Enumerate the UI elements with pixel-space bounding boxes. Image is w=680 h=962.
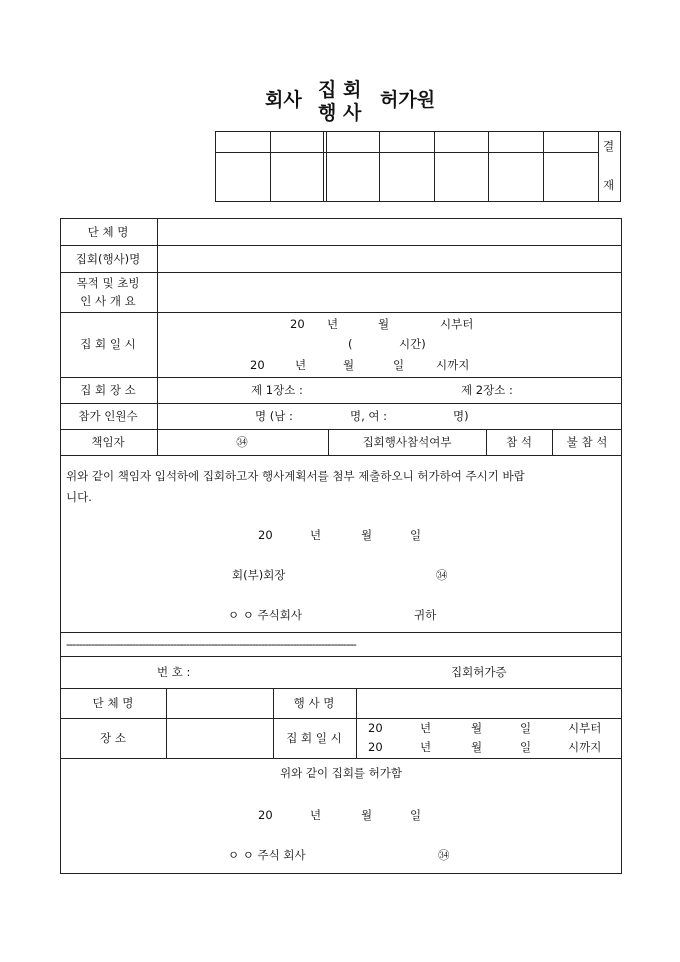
request-year: 20 (258, 528, 273, 542)
attendees-male: 명, 여 : (350, 409, 388, 423)
title-right: 허가원 (380, 89, 436, 111)
event-name-label: 집회(행사)명 (75, 252, 141, 266)
permit-to-month-unit: 월 (471, 740, 483, 754)
purpose-label-2: 인 사 개 요 (80, 294, 136, 308)
datetime-until: 시까지 (436, 358, 470, 372)
permit-org-name-label: 단 체 명 (92, 696, 134, 710)
permit-company: ㅇ ㅇ 주식 회사 (228, 848, 306, 862)
permit-from-suffix: 시부터 (568, 721, 602, 735)
attendance-label: 집회행사참석여부 (362, 435, 452, 449)
datetime-year: 20 (290, 317, 305, 331)
purpose-field[interactable] (158, 273, 620, 311)
permit-day-unit: 일 (410, 808, 422, 822)
permit-to-year: 20 (368, 740, 383, 754)
permit-title: 집회허가증 (451, 665, 507, 679)
title-stack-top: 집 회 (318, 79, 362, 101)
title-left: 회사 (265, 89, 302, 111)
responsible-seal: ㉞ (236, 435, 248, 449)
request-paragraph-1: 위와 같이 책임자 입석하에 집회하고자 행사계획서를 첨부 제출하오니 허가하여 주시기 바랍 (66, 469, 525, 483)
permit-place-label: 장 소 (100, 731, 126, 745)
permit-seal: ㉞ (438, 848, 450, 862)
approval-side-top: 결 (603, 139, 615, 153)
title-stack-bottom: 행 사 (318, 102, 362, 124)
attend-option[interactable]: 참 석 (506, 435, 532, 449)
not-attend-option[interactable]: 불 참 석 (566, 435, 608, 449)
request-day-unit: 일 (410, 528, 422, 542)
org-name-field[interactable] (158, 219, 620, 244)
request-month-unit: 월 (361, 528, 373, 542)
venue-1: 제 1장소 : (251, 383, 303, 397)
permit-from-year-unit: 년 (420, 721, 432, 735)
request-year-unit: 년 (310, 528, 322, 542)
purpose-label-1: 목적 및 초빙 (76, 276, 140, 290)
permit-from-day-unit: 일 (520, 721, 532, 735)
datetime-from: 시부터 (440, 317, 474, 331)
chairman-seal: ㉞ (436, 568, 448, 582)
datetime-year-unit: 년 (327, 317, 339, 331)
datetime-month-unit: 월 (378, 317, 390, 331)
permit-to-day-unit: 일 (520, 740, 532, 754)
venue-label: 집 회 장 소 (80, 383, 136, 397)
datetime-end-month-unit: 월 (343, 358, 355, 372)
venue-2: 제 2장소 : (461, 383, 513, 397)
permit-number-label: 번 호 : (157, 665, 191, 679)
permit-from-month-unit: 월 (471, 721, 483, 735)
datetime-hours: 시간) (399, 337, 426, 351)
org-name-label: 단 체 명 (87, 225, 129, 239)
event-name-field[interactable] (158, 246, 620, 271)
permit-from-year: 20 (368, 721, 383, 735)
permit-year-unit: 년 (310, 808, 322, 822)
cut-line: -------------------------------------------------------------------------------------------- (66, 637, 356, 651)
datetime-end-year-unit: 년 (295, 358, 307, 372)
permit-month-unit: 월 (361, 808, 373, 822)
permit-statement: 위와 같이 집회를 허가함 (279, 766, 403, 780)
datetime-paren: ( (348, 337, 353, 351)
datetime-end-year: 20 (250, 358, 265, 372)
request-paragraph-2: 니다. (66, 490, 92, 504)
attendees-label: 참가 인원수 (78, 409, 138, 423)
datetime-label: 집 회 일 시 (80, 337, 136, 351)
chairman-label: 회(부)회장 (232, 568, 286, 582)
company-name: ㅇ ㅇ 주식회사 (228, 608, 302, 622)
datetime-end-day-unit: 일 (393, 358, 405, 372)
responsible-label: 책임자 (91, 435, 125, 449)
permit-datetime-label: 집 회 일 시 (286, 731, 342, 745)
attendees-female: 명) (453, 409, 469, 423)
attendees-total: 명 (남 : (255, 409, 293, 423)
addressee: 귀하 (414, 608, 437, 622)
permit-event-name-label: 행 사 명 (293, 696, 335, 710)
permit-to-suffix: 시까지 (568, 740, 602, 754)
permit-year: 20 (258, 808, 273, 822)
permit-to-year-unit: 년 (420, 740, 432, 754)
approval-side-bottom: 재 (603, 178, 615, 192)
